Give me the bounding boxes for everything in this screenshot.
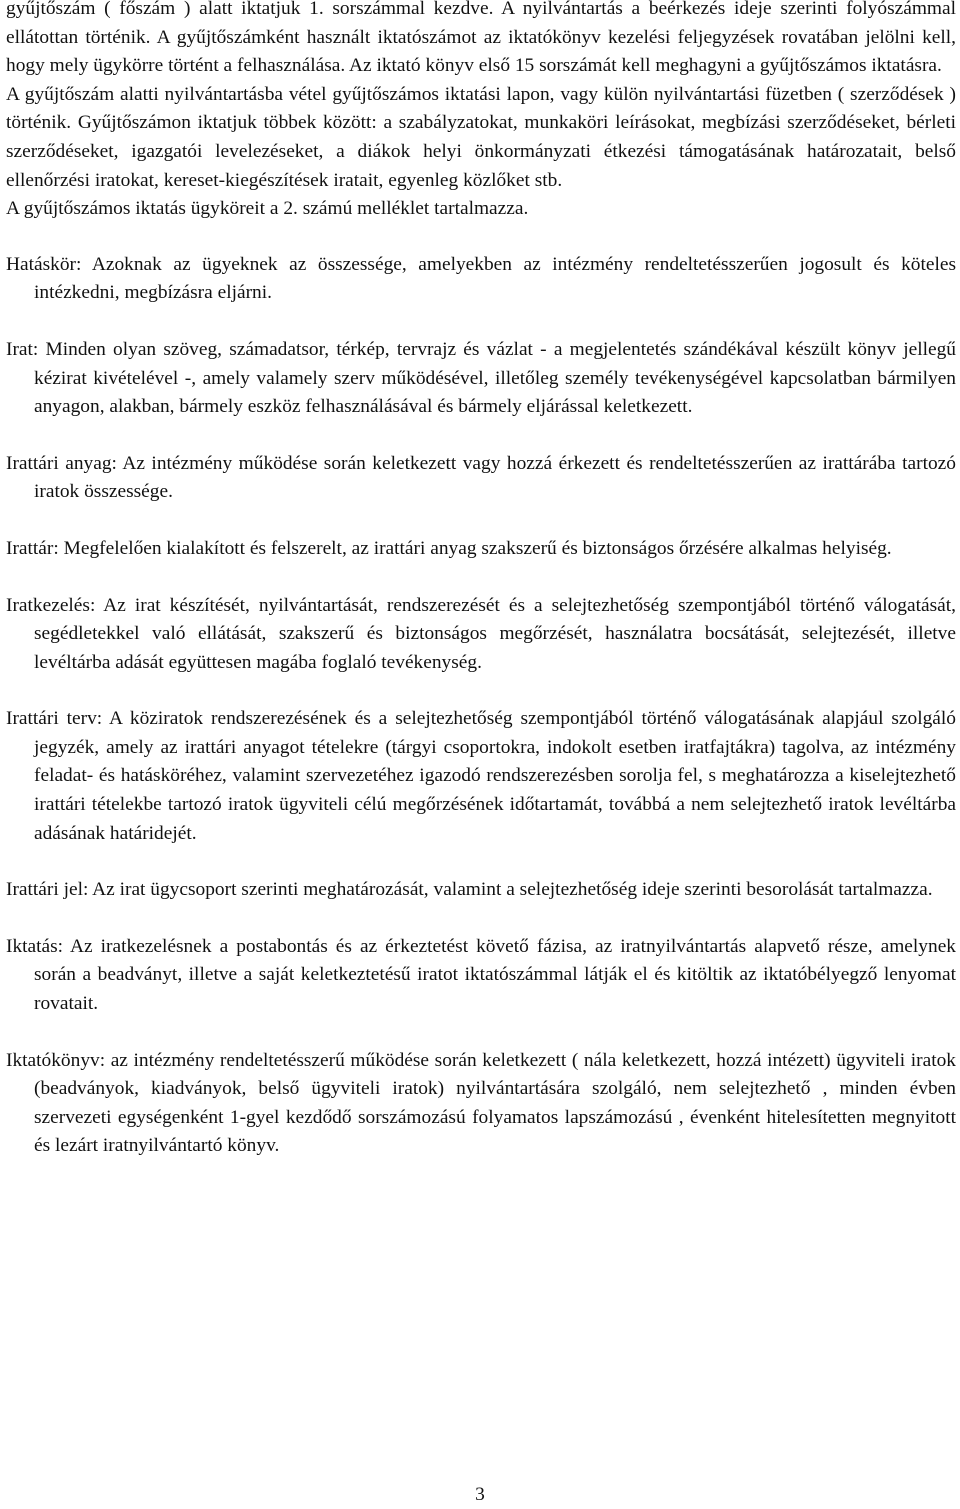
definition-hataskor: Hatáskör: Azoknak az ügyeknek az összessége, amelyekben az intézmény rendeltetésszerűen jogosult és köteles intézkedni, megbízásra eljárni. [6,253,956,304]
page-number: 3 [475,1484,485,1505]
definition-irattari-terv: Irattári terv: A köziratok rendszerezésének és a selejtezhetőség szempontjából történő válogatásának alapjául szolgáló jegyzék, amely az irattári anyagot tételekre (tárgyi csoportokra, indokolt esetben iratfajtákra) tagolva, az intézmény feladat- és hatásköréhez, valamint szervezetéhez igazodó rendszerezésben sorolja fel, s meghatározza a kiselejtezhető irattári tételekbe tartozó iratok ügyviteli célú megőrzésének időtartamát, továbbá a nem selejtezhető iratok levéltárba adásának határidejét. [6,708,956,844]
paragraph-intro-1: gyűjtőszám ( főszám ) alatt iktatjuk 1. sorszámmal kezdve. A nyilvántartás a beérkezés ideje szerinti folyószámmal ellátottan történik. A gyűjtőszámként használt iktatószámot az iktatókönyv kezelési feljegyzések rovatában jelölni kell, hogy mely ügykörre történt a felhasználása. Az iktató könyv első 15 sorszámát kell meghagyni a gyűjtőszámos iktatásra. [6,0,956,77]
definition-iktatas: Iktatás: Az iratkezelésnek a postabontás és az érkeztetést követő fázisa, az iratnyilvántartás alapvető része, amelynek során a beadványt, illetve a saját keletkeztetésű iratot iktatószámmal látják el és kitöltik az iktatóbélyegző lenyomat rovatait. [6,935,956,1015]
paragraph-intro-2: A gyűjtőszám alatti nyilvántartásba vétel gyűjtőszámos iktatási lapon, vagy külön nyilvántartási füzetben ( szerződések ) történik. Gyűjtőszámon iktatjuk többek között: a szabályzatokat, munkaköri leírásokat, megbízási szerződéseket, bérleti szerződéseket, igazgatói levelezéseket, a diákok helyi önkormányzati étkezési támogatásának határozatait, belső ellenőrzési iratokat, kereset-kiegészítések iratait, egyenleg közlőket stb. [6,83,956,191]
paragraph-intro-3: A gyűjtőszámos iktatás ügyköreit a 2. számú melléklet tartalmazza. [6,198,529,220]
definition-irattari-anyag: Irattári anyag: Az intézmény működése során keletkezett vagy hozzá érkezett és rendeltetésszerűen az irattárába tartozó iratok összessége. [6,452,956,503]
definition-iktatokonyv: Iktatókönyv: az intézmény rendeltetésszerű működése során keletkezett ( nála keletkezett, hozzá intézett) ügyviteli iratok (beadványok, kiadványok, belső ügyviteli iratok) nyilvántartására szolgáló, nem selejtezhető , minden évben szervezeti egységenként 1-gyel kezdődő sorszámozású folyamatos lapszámozású , évenként hitelesítetten megnyitott és lezárt iratnyilvántartó könyv. [6,1049,956,1157]
definition-irat: Irat: Minden olyan szöveg, számadatsor, térkép, tervrajz és vázlat - a megjelentetés szándékával készült könyv jellegű kézirat kivételével -, amely valamely szerv működésével, illetőleg személy tevékenységével kapcsolatban bármilyen anyagon, alakban, bármely eszköz felhasználásával és bármely eljárással keletkezett. [6,338,956,418]
definition-irattar: Irattár: Megfelelően kialakított és felszerelt, az irattári anyag szakszerű és biztonságos őrzésére alkalmas helyiség. [6,537,892,559]
definition-iratkezeles: Iratkezelés: Az irat készítését, nyilvántartását, rendszerezését és a selejtezhetőség szempontjából történő válogatását, segédletekkel való ellátását, szakszerű és biztonságos megőrzését, használatra bocsátását, selejtezését, illetve levéltárba adását együttesen magába foglaló tevékenység. [6,594,956,673]
document-body [6,0,956,1161]
definition-irattari-jel: Irattári jel: Az irat ügycsoport szerinti meghatározását, valamint a selejtezhetőség ideje szerinti besorolását tartalmazza. [6,879,933,901]
